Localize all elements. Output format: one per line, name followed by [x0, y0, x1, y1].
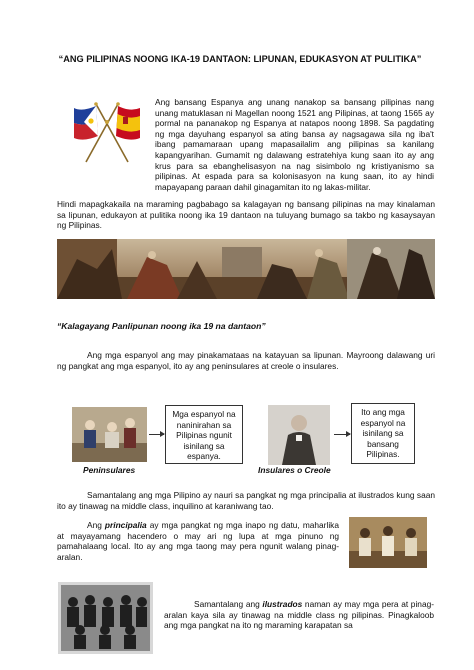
peninsulares-caption: Peninsulares [83, 465, 136, 475]
intro-paragraph: Ang bansang Espanya ang unang nanakop sa bansang pilipinas nang unang matuklasan ni Magellan noong 1521 ang Pilipinas, at taong 1565 ay pormal na pananakop ng Espanya at natapos noong 1898. Sa pagdating ng mga dayuhang espanyol sa ating bansa ay nagsagawa sila ng iba't ibang pamamaraan upang mapasailalim ang pilipinas sa kanilang kapangyarihan. Gumamit ng dalawang estratehiya kung saan ito ay ang krus para sa ebanghelisasyon na nag sisimbolo ng kristiyanismo sa pilipinas. At espada para sa kolonisasyon na kung saan, ito ay hindi mapayapang paraan dahil ginagamitan ito ng lakas-militar. [155, 97, 434, 192]
crossed-flags-image [72, 98, 142, 166]
ilustrados-paragraph: Samantalang ang ilustrados naman ay may mga pera at pinag-aralan kaya sila ay tinawag na middle class ng pilipinas. Pinagkaloob ang mga pangkat na ito ng maraming karapatan sa [164, 599, 434, 631]
principalia-paragraph: Ang principalia ay mga pangkat ng mga inapo ng datu, maharlika at mayayamang hacendero o may ari ng lupa at mga pinuno ng pamahalaang local. Ito ay ang mga taong may pera ngunit walang pinag-aralan. [57, 520, 339, 562]
second-paragraph: Hindi mapagkakaila na maraming pagbabago sa kalagayan ng bansang pilipinas na may kinalaman sa lipunan, edukayon at pulitika noong ika 19 dantaon na tuluyang bumago sa takbo ng kasaysayan ng Pilipinas. [57, 199, 435, 231]
ilustrados-term: ilustrados [262, 599, 303, 609]
philippine-flag [74, 106, 98, 140]
spanish-flag [116, 106, 140, 140]
ilustrados-photo [58, 582, 153, 654]
third-paragraph: Ang mga espanyol ang may pinakamataas na katayuan sa lipunan. Mayroong dalawang uri ng pangkat ang mga espanyol, ito ay ang peninsulares at creole o insulares. [57, 350, 435, 371]
page-title: “ANG PILIPINAS NOONG IKA-19 DANTAON: LIPUNAN, EDUKASYON AT PULITIKA” [58, 54, 422, 64]
principalia-term: principalia [104, 520, 147, 530]
arrow-right [149, 434, 164, 435]
insulares-caption: Insulares o Creole [258, 465, 331, 475]
principalia-photo [349, 517, 427, 568]
historical-battle-painting [57, 239, 435, 299]
arrow-right [334, 434, 350, 435]
insulares-definition-box: Ito ang mga espanyol na isinilang sa bansang Pilipinas. [351, 403, 415, 464]
section-subtitle: “Kalagayang Panlipunan noong ika 19 na dantaon” [57, 321, 266, 331]
insulares-portrait [268, 405, 330, 465]
fourth-paragraph: Samantalang ang mga Pilipino ay nauri sa pangkat ng mga principalia at ilustrados kung saan ito ay tinawag na middle class, inquilino at karaniwang tao. [57, 490, 435, 511]
peninsulares-definition-box: Mga espanyol na naninirahan sa Pilipinas ngunit isinilang sa espanya. [165, 405, 243, 464]
peninsulares-painting [72, 407, 147, 462]
